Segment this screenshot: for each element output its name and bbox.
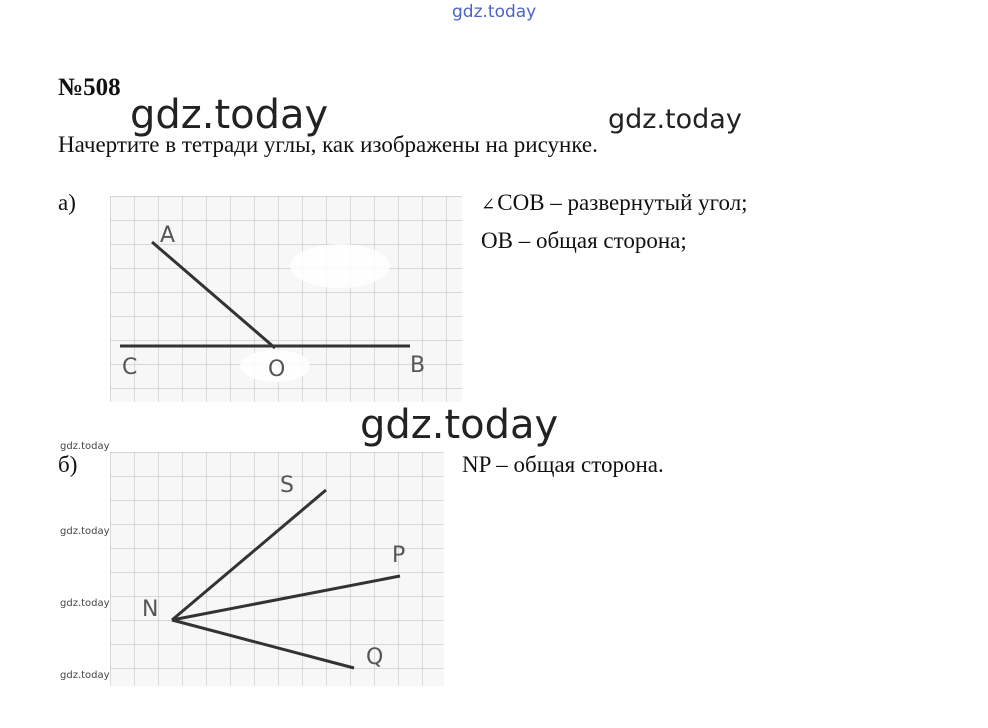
watermark-small: gdz.today: [60, 526, 110, 537]
watermark-small: gdz.today: [60, 441, 110, 452]
problem-task: Начертите в тетради углы, как изображены на рисунке.: [58, 132, 598, 157]
figure-a-grid: [110, 196, 462, 402]
watermark-small: gdz.today: [60, 598, 110, 609]
point-label-c: C: [122, 355, 138, 380]
point-label-n: N: [142, 597, 159, 622]
watermark: gdz.today: [608, 104, 742, 135]
angle-symbol-icon: ∠: [481, 195, 496, 214]
part-a-label: а): [58, 190, 76, 215]
part-a-answer-line2: OB – общая сторона;: [481, 228, 687, 253]
watermark: gdz.today: [360, 402, 559, 448]
part-a-answer-line1: [481, 190, 748, 216]
point-label-o: O: [268, 357, 286, 382]
point-label-b: B: [410, 353, 426, 378]
watermark: gdz.today: [130, 92, 329, 138]
figure-b-grid: [110, 452, 444, 686]
point-label-p: P: [392, 543, 406, 568]
part-b-label: б): [58, 452, 78, 477]
point-label-q: Q: [366, 645, 384, 670]
problem-number: №508: [58, 74, 121, 101]
watermark-top: gdz.today: [452, 2, 537, 22]
watermark-small: gdz.today: [60, 670, 110, 681]
part-b-answer-line1: NP – общая сторона.: [462, 452, 664, 477]
part-a-text-1: COB – развернутый угол;: [497, 190, 748, 215]
point-label-s: S: [280, 473, 294, 498]
point-label-a: A: [160, 223, 176, 248]
